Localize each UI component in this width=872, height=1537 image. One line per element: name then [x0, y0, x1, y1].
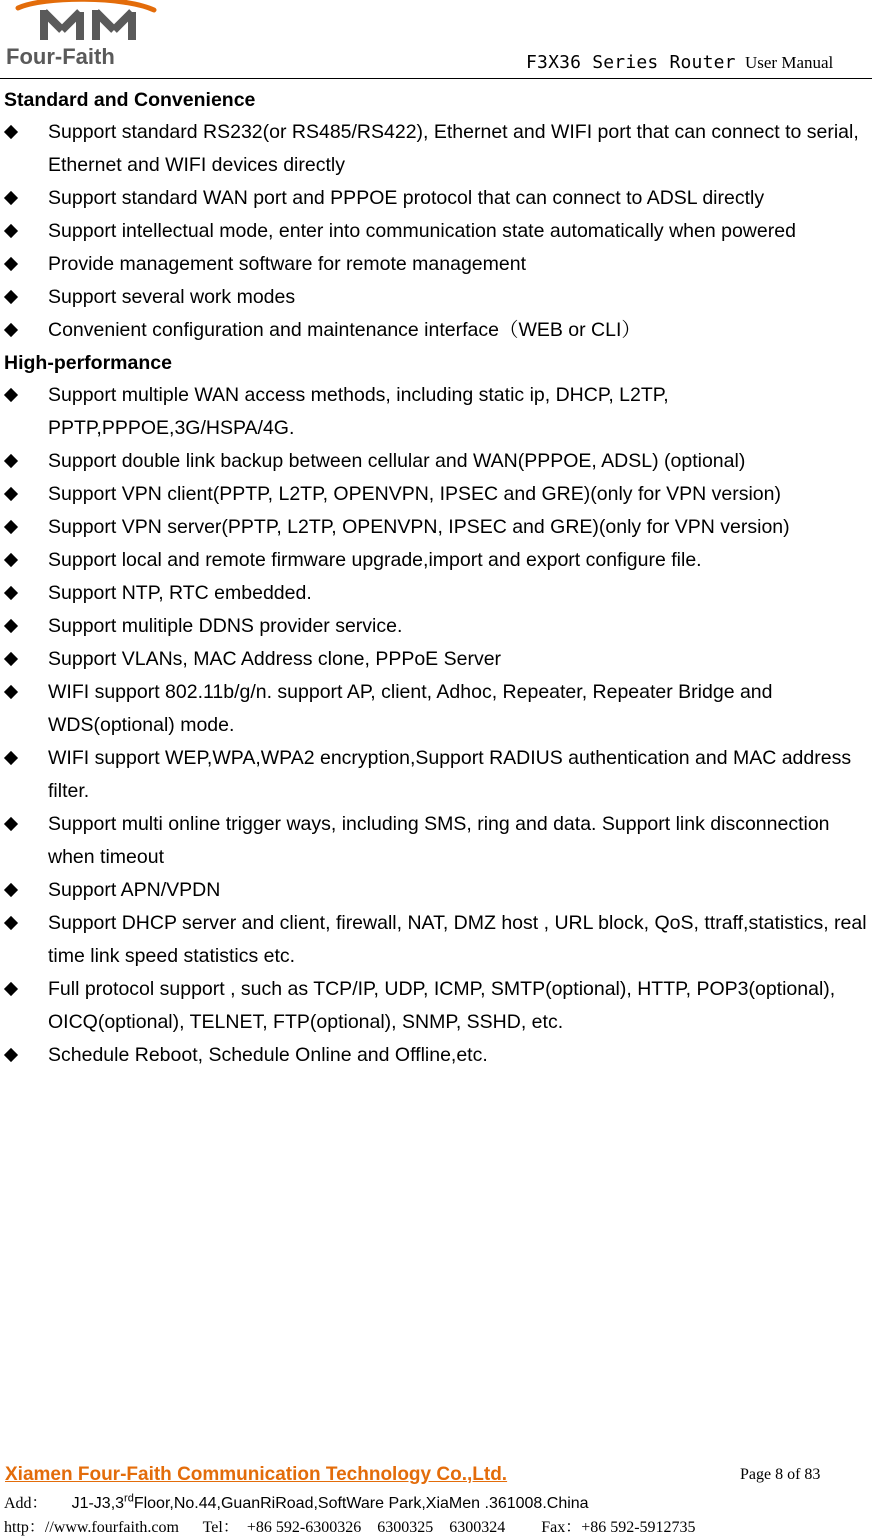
diamond-bullet-icon: [4, 182, 18, 215]
list-item: Convenient configuration and maintenance interface（WEB or CLI）: [4, 314, 870, 347]
list-item: Full protocol support , such as TCP/IP, UDP, ICMP, SMTP(optional), HTTP, POP3(optional), OICQ(optional), TELNET, FTP(optional), SNMP, SSHD, etc.: [4, 973, 870, 1039]
diamond-bullet-icon: [4, 116, 18, 149]
section-title-standard: Standard and Convenience: [4, 89, 256, 111]
manual-label: User Manual: [744, 53, 834, 72]
page-header: [0, 0, 872, 80]
list-item: Support APN/VPDN: [4, 874, 870, 907]
list-item: Support VPN server(PPTP, L2TP, OPENVPN, IPSEC and GRE)(only for VPN version): [4, 511, 870, 544]
company-link[interactable]: Xiamen Four-Faith Communication Technology Co.,Ltd.: [5, 1464, 508, 1485]
header-divider: [0, 78, 872, 79]
diamond-bullet-icon: [4, 610, 18, 643]
document-title: [526, 52, 833, 74]
list-item: Support several work modes: [4, 281, 870, 314]
product-name: F3X36 Series Router: [526, 52, 736, 73]
section-title-performance: High-performance: [4, 352, 172, 374]
list-item: WIFI support WEP,WPA,WPA2 encryption,Support RADIUS authentication and MAC address filter.: [4, 742, 870, 808]
list-item: Schedule Reboot, Schedule Online and Offline,etc.: [4, 1039, 870, 1072]
diamond-bullet-icon: [4, 907, 18, 940]
diamond-bullet-icon: [4, 973, 18, 1006]
list-item: Support VPN client(PPTP, L2TP, OPENVPN, IPSEC and GRE)(only for VPN version): [4, 478, 870, 511]
page-number: Page 8 of 83: [740, 1466, 821, 1483]
page-body: [4, 84, 870, 1072]
list-item: WIFI support 802.11b/g/n. support AP, client, Adhoc, Repeater, Repeater Bridge and WDS(optional) mode.: [4, 676, 870, 742]
address-line: [4, 1490, 589, 1513]
diamond-bullet-icon: [4, 742, 18, 775]
diamond-bullet-icon: [4, 478, 18, 511]
contact-line: http：//www.fourfaith.com Tel： +86 592-6300326 6300325 6300324 Fax：+86 592-5912735: [4, 1519, 696, 1536]
diamond-bullet-icon: [4, 379, 18, 412]
diamond-bullet-icon: [4, 511, 18, 544]
diamond-bullet-icon: [4, 248, 18, 281]
list-item: Support NTP, RTC embedded.: [4, 577, 870, 610]
list-item: Support standard WAN port and PPPOE protocol that can connect to ADSL directly: [4, 182, 870, 215]
diamond-bullet-icon: [4, 643, 18, 676]
address-label: Add：: [4, 1495, 48, 1512]
list-item: Support multi online trigger ways, including SMS, ring and data. Support link disconnection when timeout: [4, 808, 870, 874]
list-item: Support DHCP server and client, firewall, NAT, DMZ host , URL block, QoS, ttraff,statistics, real time link speed statistics etc.: [4, 907, 870, 973]
diamond-bullet-icon: [4, 314, 18, 347]
page-footer: [0, 1462, 872, 1534]
diamond-bullet-icon: [4, 874, 18, 907]
list-item: Support local and remote firmware upgrade,import and export configure file.: [4, 544, 870, 577]
diamond-bullet-icon: [4, 1039, 18, 1072]
diamond-bullet-icon: [4, 577, 18, 610]
diamond-bullet-icon: [4, 676, 18, 709]
diamond-bullet-icon: [4, 445, 18, 478]
list-item: Support mulitiple DDNS provider service.: [4, 610, 870, 643]
four-faith-logo: [4, 0, 164, 72]
list-item: Support standard RS232(or RS485/RS422), Ethernet and WIFI port that can connect to serial, Ethernet and WIFI devices directly: [4, 116, 870, 182]
address-value: J1-J3,3rdFloor,No.44,GuanRiRoad,SoftWare Park,XiaMen .361008.China: [71, 1492, 589, 1512]
list-item: Support double link backup between cellular and WAN(PPPOE, ADSL) (optional): [4, 445, 870, 478]
list-item: Provide management software for remote management: [4, 248, 870, 281]
diamond-bullet-icon: [4, 281, 18, 314]
logo-text: Four-Faith: [6, 44, 115, 69]
diamond-bullet-icon: [4, 215, 18, 248]
list-item: Support multiple WAN access methods, including static ip, DHCP, L2TP, PPTP,PPPOE,3G/HSPA/4G.: [4, 379, 870, 445]
diamond-bullet-icon: [4, 808, 18, 841]
list-item: Support VLANs, MAC Address clone, PPPoE Server: [4, 643, 870, 676]
list-item: Support intellectual mode, enter into communication state automatically when powered: [4, 215, 870, 248]
diamond-bullet-icon: [4, 544, 18, 577]
